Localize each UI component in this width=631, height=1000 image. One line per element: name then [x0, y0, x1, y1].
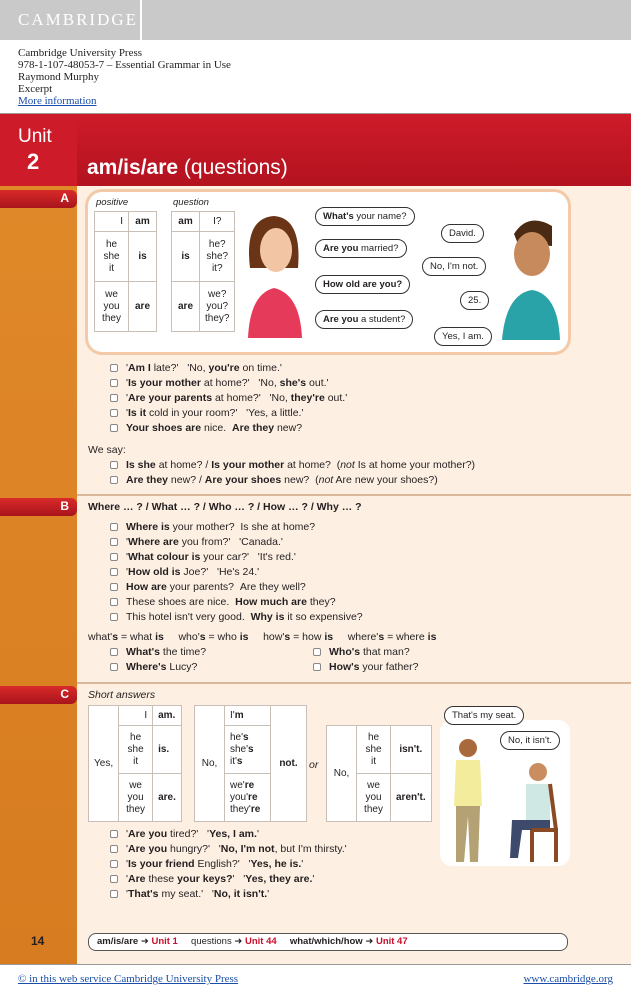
list-item: 'Is your mother at home?' 'No, she's out.'	[110, 376, 329, 391]
list-item: 'How old is Joe?' 'He's 24.'	[110, 565, 259, 580]
speech-bubble: That's my seat.	[444, 706, 524, 725]
book-meta	[18, 47, 231, 107]
list-item: 'Are you hungry?' 'No, I'm not, but I'm thirsty.'	[110, 842, 347, 857]
speech-bubble: Are you married?	[315, 239, 407, 258]
title-bar	[77, 114, 631, 186]
page-title: am/is/are (questions)	[87, 156, 288, 179]
author: Raymond Murphy	[18, 71, 99, 83]
list-item: This hotel isn't very good. Why is it so expensive?	[110, 610, 363, 625]
list-item: 'Are your parents at home?' 'No, they're out.'	[110, 391, 347, 406]
no-short-table: No, he she it isn't. we you they aren't.	[326, 725, 432, 822]
list-item: 'Are you tired?' 'Yes, I am.'	[110, 827, 259, 842]
woman-illustration	[244, 208, 306, 338]
list-item: What's the time?	[110, 645, 206, 660]
list-item: Is she at home? / Is your mother at home? (not Is at home your mother?)	[110, 458, 475, 473]
list-item: How's your father?	[313, 660, 418, 675]
or-label: or	[309, 759, 319, 771]
yes-table: Yes, I am. he she it is. we you they are.	[88, 705, 182, 822]
top-bar	[0, 0, 631, 40]
more-information-link[interactable]: More information	[18, 95, 97, 107]
unit-link[interactable]: Unit 47	[375, 936, 408, 947]
short-answers-label: Short answers	[88, 689, 156, 701]
speech-bubble: David.	[441, 224, 484, 243]
list-item: 'Is it cold in your room?' 'Yes, a little.'	[110, 406, 303, 421]
bottom-bar	[0, 964, 631, 1000]
man-illustration	[502, 212, 560, 340]
section-b-tab: B	[0, 498, 77, 516]
speech-bubble: How old are you?	[315, 275, 410, 294]
list-item: Where's Lucy?	[110, 660, 197, 675]
list-item: 'Are these your keys?' 'Yes, they are.'	[110, 872, 314, 887]
list-item: These shoes are nice. How much are they?	[110, 595, 336, 610]
website-link[interactable]: www.cambridge.org	[523, 973, 613, 985]
publisher: Cambridge University Press	[18, 47, 143, 59]
excerpt-label: Excerpt	[18, 83, 53, 95]
unit-block	[0, 114, 77, 186]
contractions: what's = what is who's = who is how's = how is where's = where is	[88, 631, 437, 643]
speech-bubble: Are you a student?	[315, 310, 413, 329]
list-item: Are they new? / Are your shoes new? (not Are new your shoes?)	[110, 473, 438, 488]
list-item: 'What colour is your car?' 'It's red.'	[110, 550, 296, 565]
speech-bubble: Yes, I am.	[434, 327, 492, 346]
divider	[140, 0, 142, 40]
question-table: am I? is he? she? it? are we? you? they?	[171, 211, 235, 332]
list-item: Who's that man?	[313, 645, 410, 660]
cross-reference-bar: am/is/are ➜ Unit 1 questions ➜ Unit 44 what/which/how ➜ Unit 47	[88, 933, 568, 951]
table-cell: he's she's it's	[225, 726, 271, 774]
no-table: No, I'm not. he's she's it's we're you're they're	[194, 705, 307, 822]
list-item: Your shoes are nice. Are they new?	[110, 421, 302, 436]
question-label: question	[173, 197, 209, 208]
isbn-title: 978-1-107-48053-7 – Essential Grammar in Use	[18, 59, 231, 71]
speech-bubble: 25.	[460, 291, 489, 310]
list-item: 'Is your friend English?' 'Yes, he is.'	[110, 857, 303, 872]
section-c-tab: C	[0, 686, 77, 704]
positive-table: I am he she it is we you they are	[94, 211, 157, 332]
speech-bubble: No, I'm not.	[422, 257, 486, 276]
list-item: 'Am I late?' 'No, you're on time.'	[110, 361, 282, 376]
table-cell: we're you're they're	[225, 774, 271, 822]
section-a-tab: A	[0, 190, 77, 208]
speech-bubble: What's your name?	[315, 207, 415, 226]
list-item: Where is your mother? Is she at home?	[110, 520, 315, 535]
unit-label: Unit	[18, 126, 52, 147]
unit-link[interactable]: Unit 44	[244, 936, 277, 947]
unit-number: 2	[27, 149, 40, 174]
speech-bubble: No, it isn't.	[500, 731, 560, 750]
seat-illustration	[446, 736, 566, 864]
copyright-link[interactable]: © in this web service Cambridge University Press	[18, 973, 239, 985]
side-band	[0, 114, 77, 964]
list-item: How are your parents? Are they well?	[110, 580, 306, 595]
section-b-heading: Where … ? / What … ? / Who … ? / How … ? / Why … ?	[88, 501, 362, 513]
publisher-logo: CAMBRIDGE	[18, 10, 139, 29]
unit-link[interactable]: Unit 1	[151, 936, 178, 947]
list-item: 'Where are you from?' 'Canada.'	[110, 535, 283, 550]
table-cell: I'm	[225, 706, 271, 726]
positive-label: positive	[96, 197, 129, 208]
list-item: 'That's my seat.' 'No, it isn't.'	[110, 887, 269, 902]
page-number: 14	[31, 934, 45, 948]
section-divider	[77, 682, 631, 684]
we-say-label: We say:	[88, 444, 126, 456]
section-divider	[77, 494, 631, 496]
